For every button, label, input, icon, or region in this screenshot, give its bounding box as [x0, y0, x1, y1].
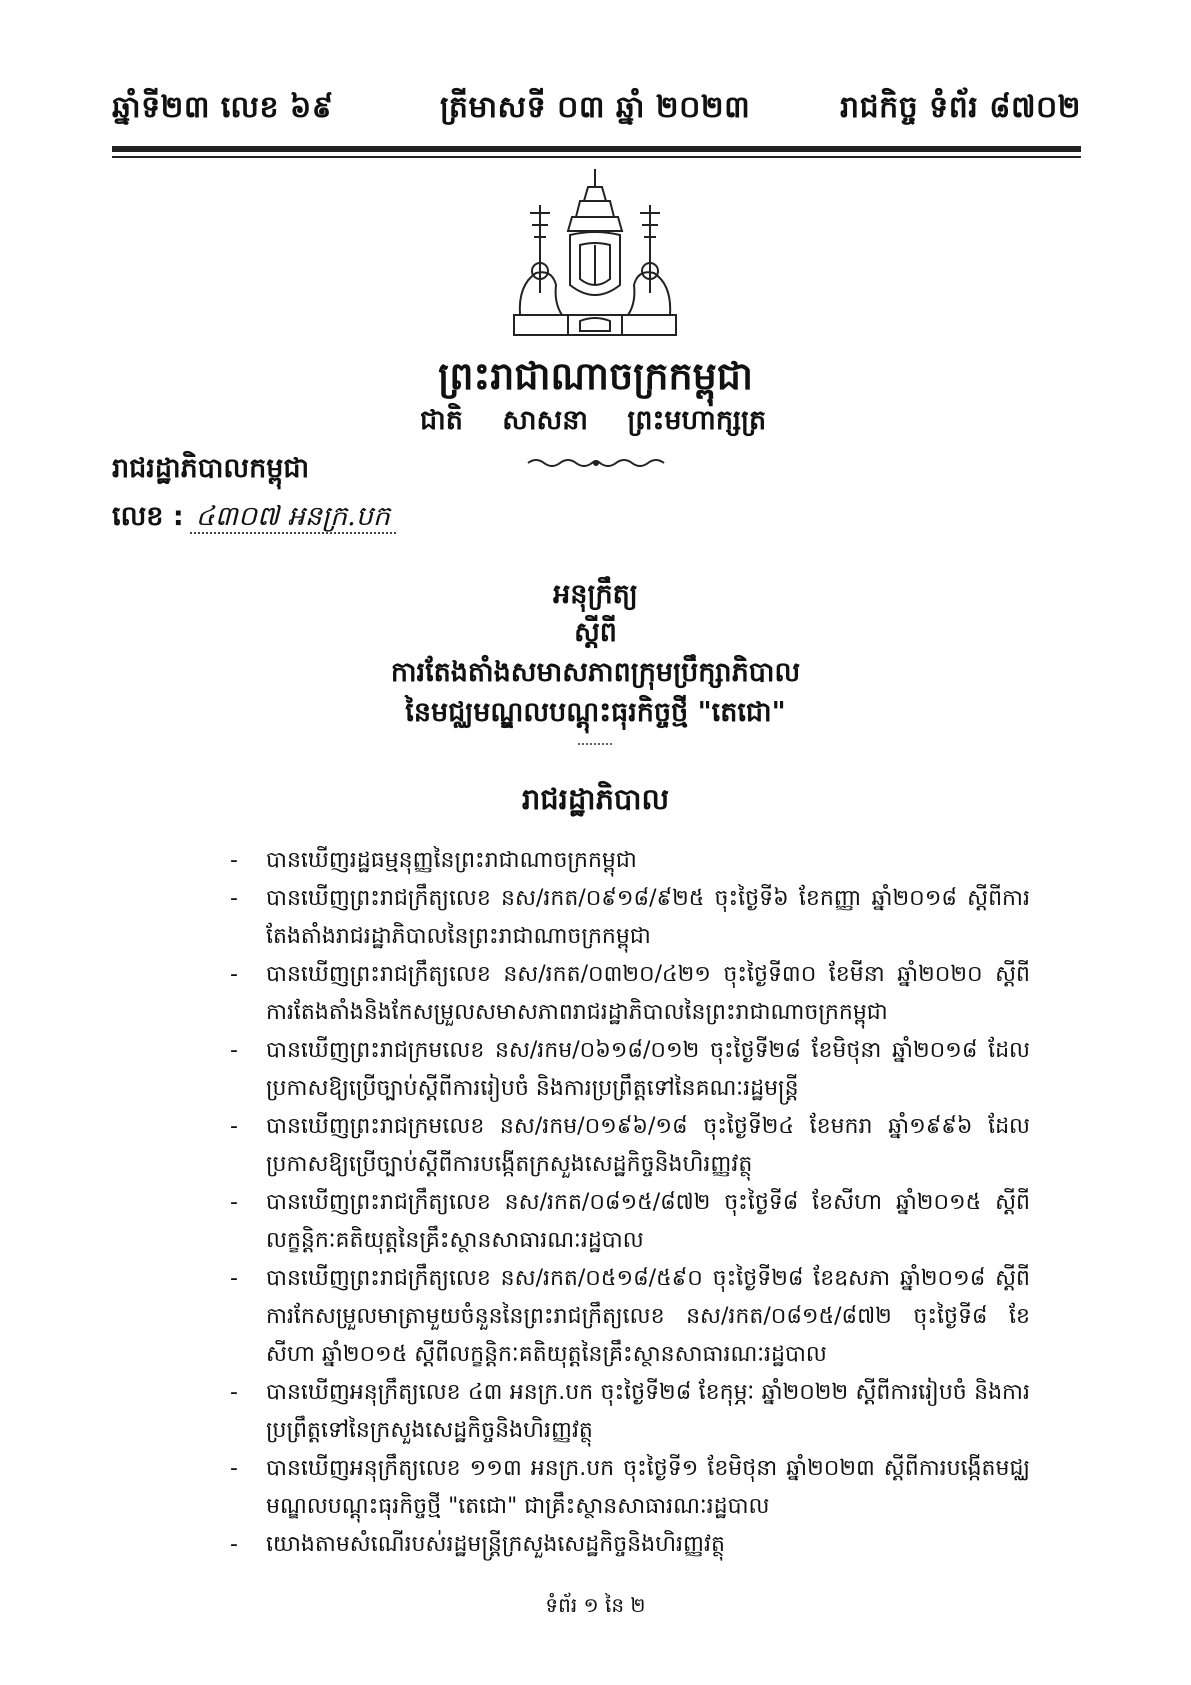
motto-nation: ជាតិ — [420, 405, 463, 436]
title-subject-line2: នៃមជ្ឈមណ្ឌលបណ្ដុះធុរកិច្ចថ្មី "តេជោ" — [405, 697, 786, 728]
header-rule-thin — [112, 156, 1081, 158]
clause-item: - យោងតាមសំណើរបស់រដ្ឋមន្ត្រីក្រសួងសេដ្ឋកិច្ចនិងហិរញ្ញវត្ថុ — [230, 1532, 725, 1557]
page-footer: ទំព័រ ១ នៃ ២ — [545, 1593, 646, 1617]
government-heading: រាជរដ្ឋាភិបាល — [521, 782, 670, 816]
header-quarter: ត្រីមាសទី ០៣ ឆ្នាំ ២០២៣ — [440, 90, 751, 125]
number-label: លេខ : — [112, 501, 184, 532]
clause-text: បានឃើញអនុក្រឹត្យលេខ ៤៣ អនក្រ.បក ចុះថ្ងៃទី២៨ ខែកុម្ភៈ ឆ្នាំ២០២២ ស្ដីពីការរៀបចំ និងការប្រព្រឹត្តទៅនៃក្រសួងសេដ្ឋកិច្ចនិងហិរញ្ញវត្ថុ — [266, 1380, 1030, 1443]
clause-text: បានឃើញព្រះរាជក្រមលេខ នស/រកម/០១៩៦/១៨ ចុះថ្ងៃទី២៤ ខែមករា ឆ្នាំ១៩៩៦ ដែលប្រកាសឱ្យប្រើច្បាប់ស្ដីពីការបង្កើតក្រសួងសេដ្ឋកិច្ចនិងហិរញ្ញវត្ថុ — [266, 1114, 1030, 1177]
clause-text: បានឃើញរដ្ឋធម្មនុញ្ញនៃព្រះរាជាណាចក្រកម្ពុជា — [266, 848, 637, 873]
clause-item: - បានឃើញព្រះរាជក្រឹត្យលេខ នស/រកត/០៨១៥/៨៧២ ចុះថ្ងៃទី៨ ខែសីហា ឆ្នាំ២០១៥ ស្ដីពីលក្ខន្តិកៈគតិយុត្តនៃគ្រឹះស្ថានសាធារណៈរដ្ឋបាល — [230, 1190, 1030, 1253]
small-divider — [578, 742, 614, 746]
header-rule — [112, 146, 1081, 152]
clause-item: - បានឃើញរដ្ឋធម្មនុញ្ញនៃព្រះរាជាណាចក្រកម្ពុជា — [230, 848, 637, 873]
motto-king: ព្រះមហាក្សត្រ — [627, 405, 767, 436]
handwritten-number: ៤៣០៧ អនក្រ.បក — [190, 501, 396, 534]
royal-arms-emblem — [500, 165, 690, 340]
motto-religion: សាសនា — [502, 405, 588, 436]
national-motto — [420, 404, 766, 443]
clause-text: បានឃើញព្រះរាជក្រឹត្យលេខ នស/រកត/០៨១៥/៨៧២ ចុះថ្ងៃទី៨ ខែសីហា ឆ្នាំ២០១៥ ស្ដីពីលក្ខន្តិកៈគតិយុត្តនៃគ្រឹះស្ថានសាធារណៈរដ្ឋបាល — [266, 1190, 1030, 1253]
issuing-government: រាជរដ្ឋាភិបាលកម្ពុជា — [112, 453, 310, 484]
clause-item: - បានឃើញព្រះរាជក្រឹត្យលេខ នស/រកត/០៩១៨/៩២៥ ចុះថ្ងៃទី៦ ខែកញ្ញា ឆ្នាំ២០១៨ ស្ដីពីការតែងតាំងរាជរដ្ឋាភិបាលនៃព្រះរាជាណាចក្រកម្ពុជា — [230, 886, 1030, 949]
clause-text: បានឃើញព្រះរាជក្រមលេខ នស/រកម/០៦១៨/០១២ ចុះថ្ងៃទី២៨ ខែមិថុនា ឆ្នាំ២០១៨ ដែលប្រកាសឱ្យប្រើច្បាប់ស្ដីពីការរៀបចំ និងការប្រព្រឹត្តទៅនៃគណៈរដ្ឋមន្ត្រី — [266, 1038, 1030, 1101]
clause-item: - បានឃើញអនុក្រឹត្យលេខ ១១៣ អនក្រ.បក ចុះថ្ងៃទី១ ខែមិថុនា ឆ្នាំ២០២៣ ស្ដីពីការបង្កើតមជ្ឈមណ្ឌលបណ្ដុះធុរកិច្ចថ្មី "តេជោ" ជាគ្រឹះស្ថានសាធារណៈរដ្ឋបាល — [230, 1456, 1030, 1519]
kingdom-title: ព្រះរាជាណាចក្រកម្ពុជា — [438, 353, 753, 398]
clause-text: បានឃើញព្រះរាជក្រឹត្យលេខ នស/រកត/០៣២០/៤២១ ចុះថ្ងៃទី៣០ ខែមីនា ឆ្នាំ២០២០ ស្ដីពីការតែងតាំងនិងកែសម្រួលសមាសភាពរាជរដ្ឋាភិបាលនៃព្រះរាជាណាចក្រកម្ពុជា — [266, 962, 1030, 1025]
clause-item: - បានឃើញព្រះរាជក្រមលេខ នស/រកម/០១៩៦/១៨ ចុះថ្ងៃទី២៤ ខែមករា ឆ្នាំ១៩៩៦ ដែលប្រកាសឱ្យប្រើច្បាប់ស្ដីពីការបង្កើតក្រសួងសេដ្ឋកិច្ចនិងហិរញ្ញវត្ថុ — [230, 1114, 1030, 1177]
document-number — [112, 500, 396, 539]
clause-text: យោងតាមសំណើរបស់រដ្ឋមន្ត្រីក្រសួងសេដ្ឋកិច្ចនិងហិរញ្ញវត្ថុ — [266, 1532, 725, 1557]
title-sub-decree: អនុក្រឹត្យ — [553, 579, 638, 610]
clause-item: - បានឃើញព្រះរាជក្រឹត្យលេខ នស/រកត/០៥១៨/៥៩០ ចុះថ្ងៃទី២៨ ខែឧសភា ឆ្នាំ២០១៨ ស្ដីពីការកែសម្រួលមាត្រាមួយចំនួននៃព្រះរាជក្រឹត្យលេខ នស/រកត/០៨១៥/៨៧២ ចុះថ្ងៃទី៨ ខែសីហា ឆ្នាំ២០១៥ ស្ដីពីលក្ខន្តិកៈគតិយុត្តនៃគ្រឹះស្ថានសាធារណៈរដ្ឋបាល — [230, 1266, 1030, 1367]
ornament-divider — [526, 455, 666, 471]
clause-item: - បានឃើញព្រះរាជក្រឹត្យលេខ នស/រកត/០៣២០/៤២១ ចុះថ្ងៃទី៣០ ខែមីនា ឆ្នាំ២០២០ ស្ដីពីការតែងតាំងនិងកែសម្រួលសមាសភាពរាជរដ្ឋាភិបាលនៃព្រះរាជាណាចក្រកម្ពុជា — [230, 962, 1030, 1025]
clause-text: បានឃើញព្រះរាជក្រឹត្យលេខ នស/រកត/០៥១៨/៥៩០ ចុះថ្ងៃទី២៨ ខែឧសភា ឆ្នាំ២០១៨ ស្ដីពីការកែសម្រួលមាត្រាមួយចំនួននៃព្រះរាជក្រឹត្យលេខ នស/រកត/០៨១៥/៨៧២ ចុះថ្ងៃទី៨ ខែសីហា ឆ្នាំ២០១៥ ស្ដីពីលក្ខន្តិកៈគតិយុត្តនៃគ្រឹះស្ថានសាធារណៈរដ្ឋបាល — [266, 1266, 1030, 1367]
header-gazette-page: រាជកិច្ច ទំព័រ ៨៧០២ — [840, 90, 1081, 125]
title-subject-line1: ការតែងតាំងសមាសភាពក្រុមប្រឹក្សាភិបាល — [390, 657, 801, 688]
preamble-clauses — [230, 842, 1030, 1564]
clause-text: បានឃើញព្រះរាជក្រឹត្យលេខ នស/រកត/០៩១៨/៩២៥ ចុះថ្ងៃទី៦ ខែកញ្ញា ឆ្នាំ២០១៨ ស្ដីពីការតែងតាំងរាជរដ្ឋាភិបាលនៃព្រះរាជាណាចក្រកម្ពុជា — [266, 886, 1030, 949]
clause-item: - បានឃើញព្រះរាជក្រមលេខ នស/រកម/០៦១៨/០១២ ចុះថ្ងៃទី២៨ ខែមិថុនា ឆ្នាំ២០១៨ ដែលប្រកាសឱ្យប្រើច្បាប់ស្ដីពីការរៀបចំ និងការប្រព្រឹត្តទៅនៃគណៈរដ្ឋមន្ត្រី — [230, 1038, 1030, 1101]
clause-text: បានឃើញអនុក្រឹត្យលេខ ១១៣ អនក្រ.បក ចុះថ្ងៃទី១ ខែមិថុនា ឆ្នាំ២០២៣ ស្ដីពីការបង្កើតមជ្ឈមណ្ឌលបណ្ដុះធុរកិច្ចថ្មី "តេជោ" ជាគ្រឹះស្ថានសាធារណៈរដ្ឋបាល — [266, 1456, 1030, 1519]
clause-item: - បានឃើញអនុក្រឹត្យលេខ ៤៣ អនក្រ.បក ចុះថ្ងៃទី២៨ ខែកុម្ភៈ ឆ្នាំ២០២២ ស្ដីពីការរៀបចំ និងការប្រព្រឹត្តទៅនៃក្រសួងសេដ្ឋកិច្ចនិងហិរញ្ញវត្ថុ — [230, 1380, 1030, 1443]
title-on: ស្ដីពី — [574, 617, 617, 648]
header-issue: ឆ្នាំទី២៣ លេខ ៦៩ — [112, 90, 334, 125]
